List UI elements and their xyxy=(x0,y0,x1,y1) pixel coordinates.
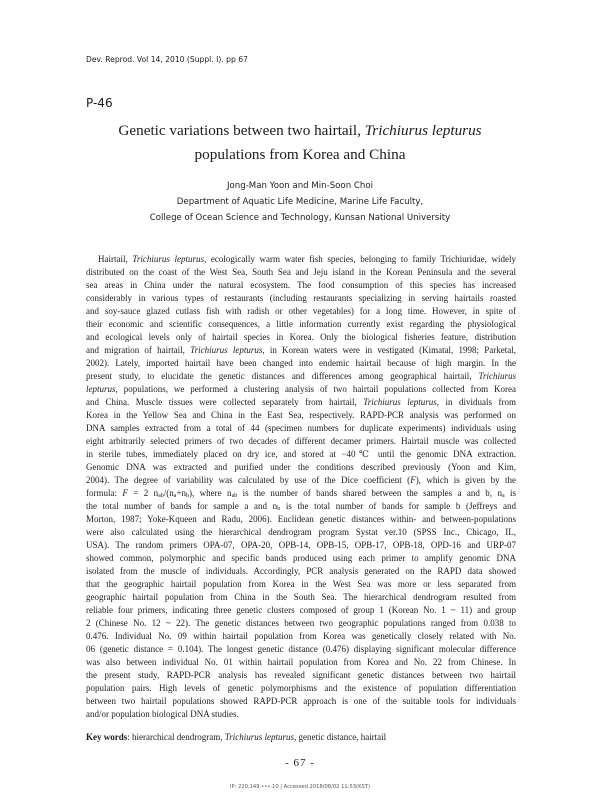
text: formula: xyxy=(86,488,123,498)
title-line-1 xyxy=(0,119,600,143)
abstract-line: in sterile tubes, immediately placed on dry ice, and stored at −40℃ until the genomic DNA extraction. xyxy=(86,449,516,459)
text: ), which is given by the xyxy=(415,475,516,485)
subscript: ab xyxy=(158,493,164,499)
download-footer: IP: 220.149.•••.10 | Accessed 2018/08/02 11:53(KST) xyxy=(230,784,370,790)
author-block xyxy=(0,178,600,226)
text: /(n xyxy=(163,488,174,498)
abstract-line: and ecological levels only of hairtail species in Korea. Only the biological fisheries feature, distribution xyxy=(86,332,516,342)
abstract-line xyxy=(86,370,516,383)
poster-number: P-46 xyxy=(86,96,113,110)
abstract-line xyxy=(86,474,516,487)
keywords-label: Key words xyxy=(86,732,128,742)
text: and China. Muscle tissues were collected separately from hairtail, xyxy=(86,397,364,407)
paper-title xyxy=(0,119,600,167)
authors: Jong-Man Yoon and Min-Soon Choi xyxy=(227,181,373,191)
abstract-line: isolated from the muscle of individuals. Accordingly, PCR analysis generated on the RAPD data showed xyxy=(86,566,516,576)
text: ), where n xyxy=(189,488,232,498)
abstract-line: sea areas in China under the natural ecosystem. The food consumption of this species has increased xyxy=(86,280,516,290)
subscript: ab xyxy=(231,493,238,499)
abstract-line: were also calculated using the hierarchical dendrogram program Systat ver.10 (SPSS Inc., Chicago, IL, xyxy=(86,527,516,537)
text: 2004). The degree of variability was calculated by use of the Dice coefficient ( xyxy=(86,475,411,485)
abstract-line: 06 (genetic distance = 0.104). The longest genetic distance (0.476) displaying significant molecular difference xyxy=(86,644,516,654)
text: , in Korean waters were in vestigated (Kimatal, 1998; Parketal, xyxy=(262,345,516,355)
abstract-line: the present study, RAPD-PCR analysis has revealed significant genetic distances between two hairtail xyxy=(86,670,516,680)
abstract xyxy=(86,253,516,721)
species-name: lepturus xyxy=(86,384,116,394)
abstract-line xyxy=(86,500,516,513)
abstract-line: population pairs. High levels of genetic polymorphisms and the existence of population differentiation xyxy=(86,683,516,693)
abstract-line xyxy=(86,383,516,396)
title-species: Trichiurus lepturus xyxy=(364,122,482,139)
affiliation-line-2: College of Ocean Science and Technology, Kunsan National University xyxy=(149,213,451,223)
text: present study, to elucidate the genetic distances and differences among geographical hairtail, xyxy=(86,371,479,381)
abstract-line: 0.476. Individual No. 09 within hairtail population from Korea was genetically closely related with No. xyxy=(86,631,516,641)
abstract-line: Korea in the Yellow Sea and China in the East Sea, respectively. RAPD-PCR analysis was performed on xyxy=(86,410,516,420)
page-number: - 67 - xyxy=(285,757,315,769)
subscript: b xyxy=(186,493,190,499)
title-text: Genetic variations between two hairtail, xyxy=(118,122,365,139)
keywords-species: Trichiurus lepturus xyxy=(224,732,294,742)
text: is xyxy=(504,488,517,498)
title-line-2: populations from Korea and China xyxy=(194,146,406,163)
text: Hairtail, xyxy=(98,254,133,264)
text: +n xyxy=(176,488,187,498)
species-name: Trichiurus lepturus xyxy=(132,254,205,264)
species-name: Trichiurus lepturus xyxy=(190,345,263,355)
species-name: Trichiurus xyxy=(478,371,516,381)
abstract-line: DNA samples extracted from a total of 44 (specimen numbers for duplicate experiments) individuals using xyxy=(86,423,516,433)
text: is the total number of bands for sample b (Jeffreys and xyxy=(280,501,516,511)
abstract-line: Genomic DNA was extracted and purified under the conditions described previously (Yoon and Kim, xyxy=(86,462,516,472)
subscript: a xyxy=(173,493,177,499)
abstract-line: distributed on the coast of the West Sea, South Sea and Jeju island in the Korean Peninsula and the several xyxy=(86,267,516,277)
abstract-line: eight arbitrarily selected primers of two decades of different decamer primers. Hairtail muscle was collected xyxy=(86,436,516,446)
abstract-line: reliable four primers, indicating three genetic clusters composed of group 1 (Korean No. 1 ~ 11) and group xyxy=(86,605,516,615)
text: = 2 n xyxy=(127,488,159,498)
species-name: Trichiurus lepturus xyxy=(363,397,437,407)
abstract-line xyxy=(86,344,516,357)
text: , populations, we performed a clustering analysis of two hairtail populations collected from Korea xyxy=(115,384,516,394)
abstract-line: was also between individual No. 01 within hairtail population from Korea and No. 22 from Chinese. In xyxy=(86,657,516,667)
text: , in dividuals from xyxy=(436,397,516,407)
formula-variable: F xyxy=(122,488,128,498)
text: the total number of bands for sample a and n xyxy=(86,501,278,511)
abstract-line: 2002). Lately, imported hairtail have been changed into endemic hairtail because of high margin. In the xyxy=(86,358,516,368)
abstract-line: and soy-sauce glazed cutlass fish with radish or other vegetables) for a long time. However, in spite of xyxy=(86,306,516,316)
keywords-text-end: , genetic distance, hairtail xyxy=(293,732,387,742)
abstract-line xyxy=(86,396,516,409)
abstract-line: their economic and scientific consequences, a little information currently exist regarding the physiological xyxy=(86,319,516,329)
abstract-line xyxy=(86,253,516,266)
subscript: a xyxy=(501,493,505,499)
abstract-line: and/or population biological DNA studies. xyxy=(86,709,239,719)
abstract-line: considerably in various types of restaurants (including restaurants specializing in serving hairtails roasted xyxy=(86,293,516,303)
abstract-line: showed common, polymorphic and specific bands produced using each primer to amplify genomic DNA xyxy=(86,553,516,563)
subscript: b xyxy=(277,506,281,512)
formula-variable: F xyxy=(410,475,416,485)
abstract-line: Morton, 1987; Yoke-Kqueen and Radu, 2006). Euclidean genetic distances within- and between-populations xyxy=(86,514,516,524)
text: , ecologically warm water fish species, belonging to family Trichiuridae, widely xyxy=(204,254,517,264)
keywords-text: : hierarchical dendrogram, xyxy=(127,732,225,742)
abstract-line: 2 (Chinese No. 12 ~ 22). The genetic distances between two geographic populations ranged from 0.038 to xyxy=(86,618,516,628)
abstract-line: that the geographic hairtail population from Korea in the West Sea was more or less separated from xyxy=(86,579,516,589)
abstract-line: between two hairtail populations showed RAPD-PCR approach is one of the suitable tools for individuals xyxy=(86,696,516,706)
affiliation-line-1: Department of Aquatic Life Medicine, Marine Life Faculty, xyxy=(176,197,424,207)
journal-header: Dev. Reprod. Vol 14, 2010 (Suppl. I). pp 67 xyxy=(86,55,248,64)
text: is the number of bands shared between the samples a and b, n xyxy=(237,488,502,498)
abstract-line xyxy=(86,487,516,500)
text: and migration of hairtail, xyxy=(86,345,191,355)
abstract-line: geographic hairtail population from China in the South Sea. The hierarchical dendrogram resulted from xyxy=(86,592,516,602)
abstract-line: USA). The random primers OPA-07, OPA-20, OPB-14, OPB-15, OPB-17, OPB-18, OPD-16 and URP-07 xyxy=(86,540,516,550)
keywords xyxy=(86,732,386,742)
